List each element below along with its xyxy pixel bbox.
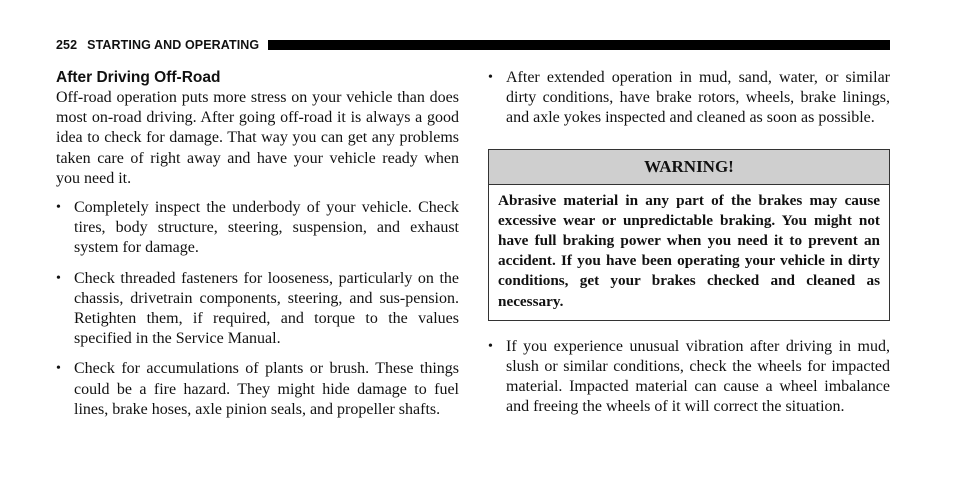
running-section-title: STARTING AND OPERATING	[87, 38, 260, 52]
warning-box	[488, 149, 890, 321]
list-item	[56, 198, 459, 259]
left-bullet-list	[56, 198, 459, 420]
page-header	[56, 38, 890, 52]
header-rule	[268, 40, 890, 50]
list-item-text: After extended operation in mud, sand, water, or similar dirty conditions, have brake rotors, wheels, brake linings, and axle yokes inspected and cleaned as soon as possible.	[506, 69, 890, 127]
list-item	[56, 269, 459, 350]
warning-text: Abrasive material in any part of the brakes may cause excessive wear or unpredictable braking. You might not have full braking power when you need it to prevent an accident. If you have been operating your vehicle in dirty conditions, get your brakes checked and cleaned as necessary.	[498, 191, 880, 310]
left-column	[56, 68, 459, 420]
list-item-text: Completely inspect the underbody of your vehicle. Check tires, body structure, steering, suspension, and exhaust system for damage.	[74, 199, 459, 257]
right-bullet-list-top	[488, 68, 890, 129]
list-item	[488, 68, 890, 129]
bullet-icon: •	[488, 338, 493, 354]
bullet-icon: •	[56, 361, 61, 377]
right-column	[488, 68, 890, 418]
list-item-text: Check threaded fasteners for looseness, particularly on the chassis, drivetrain components, steering, and sus-pension. Retighten them, if required, and torque to the values specified in the Service Manual.	[74, 269, 459, 348]
bullet-icon: •	[488, 70, 493, 85]
bullet-icon: •	[56, 200, 61, 216]
list-item	[56, 359, 459, 420]
page-number: 252	[56, 38, 78, 52]
list-item-text: If you experience unusual vibration after driving in mud, slush or similar conditions, check the wheels for impacted material. Impacted material can cause a wheel imbalance and freeing the wheels of it will correct the situation.	[506, 337, 890, 416]
warning-title: WARNING!	[489, 150, 889, 185]
list-item-text: Check for accumulations of plants or brush. These things could be a fire hazard. They might hide damage to fuel lines, brake hoses, axle pinion seals, and propeller shafts.	[74, 360, 459, 418]
right-bullet-list-bottom	[488, 337, 890, 418]
section-heading: After Driving Off-Road	[56, 69, 221, 86]
list-item	[488, 337, 890, 418]
bullet-icon: •	[56, 270, 61, 286]
intro-paragraph: Off-road operation puts more stress on your vehicle than does most on-road driving. After going off-road it is always a good idea to check for damage. That way you can get any problems taken care of right away and have your vehicle ready when you need it.	[56, 89, 459, 187]
